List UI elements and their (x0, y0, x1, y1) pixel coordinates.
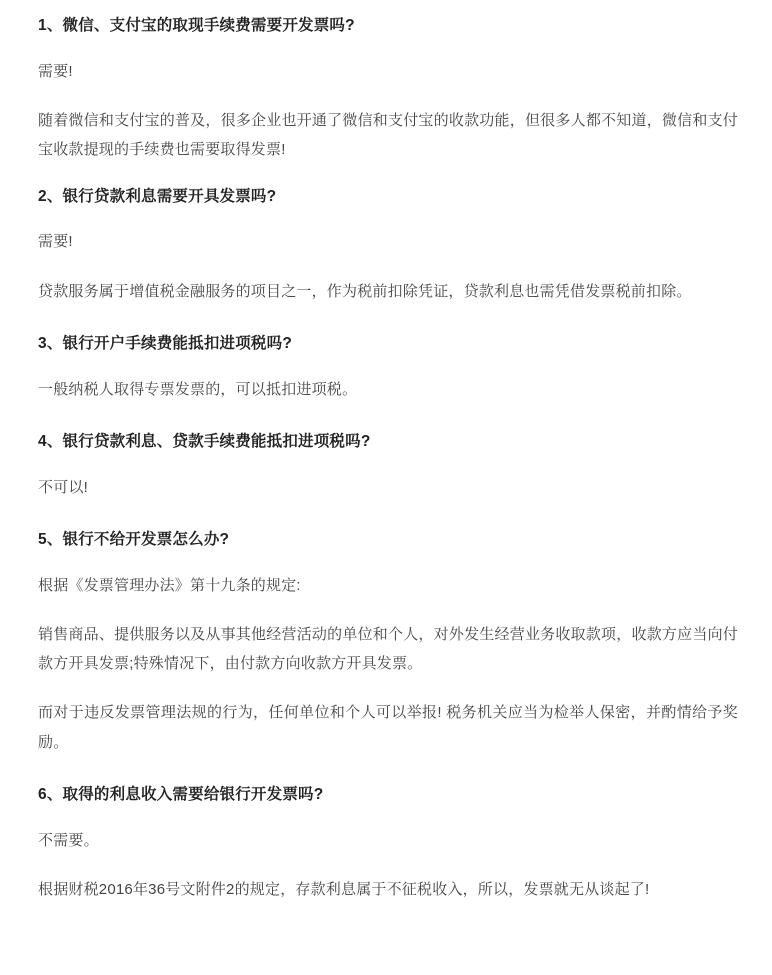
faq-answer-paragraph: 需要! (38, 62, 73, 80)
faq-question: 6、取得的利息收入需要给银行开发票吗? (38, 785, 324, 803)
faq-question: 5、银行不给开发票怎么办? (38, 530, 230, 548)
faq-section (38, 185, 738, 306)
faq-section (38, 430, 738, 502)
faq-question: 2、银行贷款利息需要开具发票吗? (38, 187, 277, 205)
faq-answer-paragraph: 销售商品、提供服务以及从事其他经营活动的单位和个人，对外发生经营业务收取款项，收款方应当向付款方开具发票;特殊情况下，由付款方向收款方开具发票。 (38, 625, 738, 673)
faq-question: 3、银行开户手续费能抵扣进项税吗? (38, 334, 292, 352)
faq-answer-paragraph: 需要! (38, 233, 73, 251)
faq-section (38, 332, 738, 404)
faq-answer-paragraph: 根据《发票管理办法》第十九条的规定: (38, 576, 301, 594)
faq-section (38, 528, 738, 757)
faq-answer-paragraph: 不可以! (38, 478, 88, 496)
faq-answer-paragraph: 一般纳税人取得专票发票的，可以抵扣进项税。 (38, 380, 358, 398)
faq-section (38, 14, 738, 165)
faq-answer-paragraph: 而对于违反发票管理法规的行为，任何单位和个人可以举报! 税务机关应当为检举人保密，并酌情给予奖励。 (38, 704, 738, 751)
faq-question: 1、微信、支付宝的取现手续费需要开发票吗? (38, 17, 355, 34)
faq-question: 4、银行贷款利息、贷款手续费能抵扣进项税吗? (38, 432, 371, 450)
faq-answer-paragraph: 根据财税2016年36号文附件2的规定，存款利息属于不征税收入，所以，发票就无从谈起了! (38, 881, 650, 899)
faq-answer-paragraph: 不需要。 (38, 831, 99, 849)
faq-section (38, 783, 738, 904)
faq-answer-paragraph: 随着微信和支付宝的普及，很多企业也开通了微信和支付宝的收款功能，但很多人都不知道，微信和支付宝收款提现的手续费也需要取得发票! (38, 112, 738, 159)
faq-answer-paragraph: 贷款服务属于增值税金融服务的项目之一，作为税前扣除凭证，贷款利息也需凭借发票税前扣除。 (38, 282, 692, 300)
